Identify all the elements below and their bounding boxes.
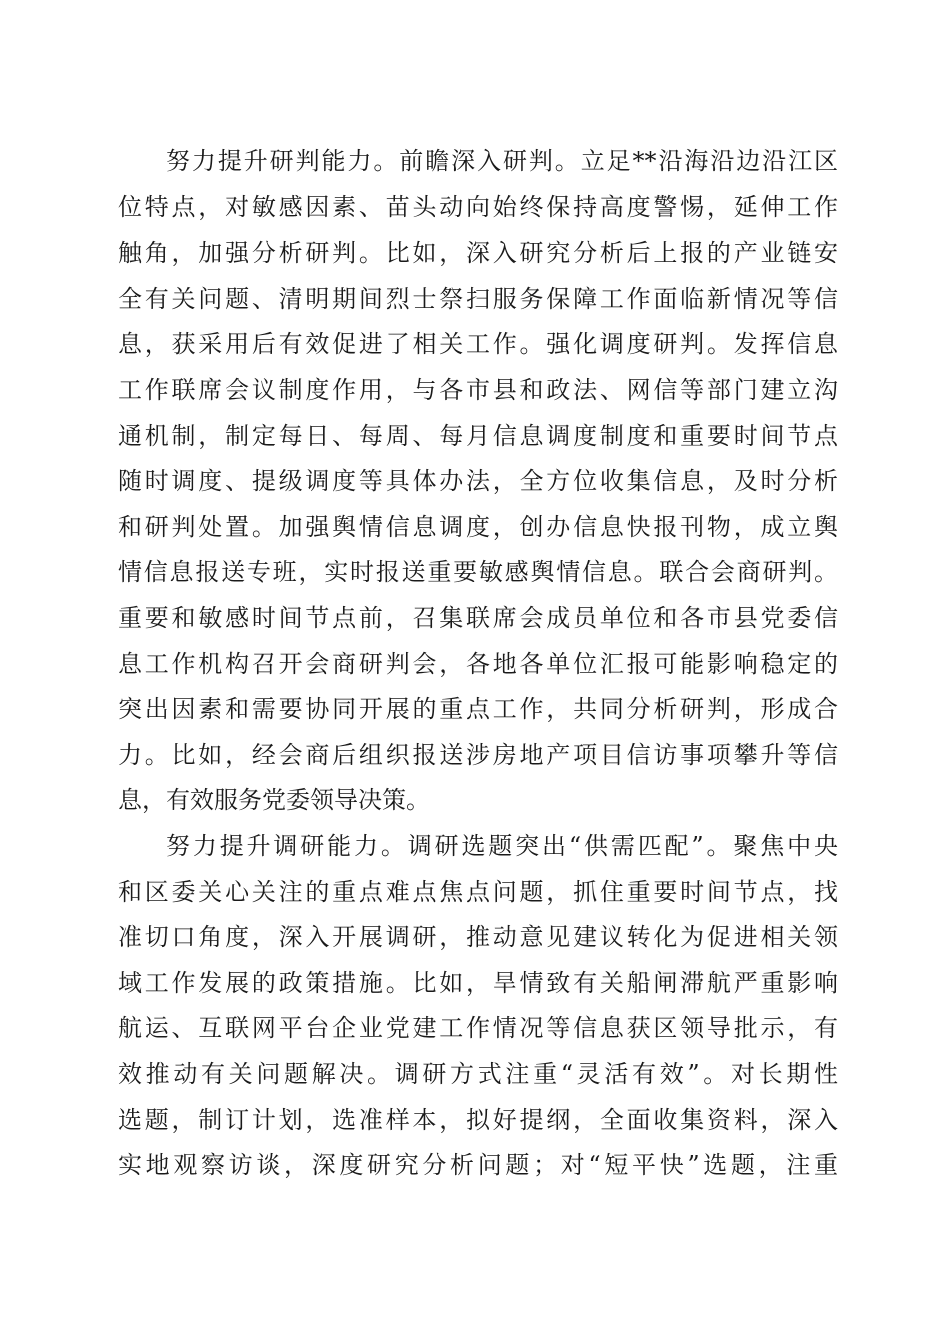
paragraph-1-line-10: 情信息报送专班，实时报送重要敏感舆情信息。联合会商研判。 [118,558,838,586]
paragraph-2-line-2: 和区委关心关注的重点难点焦点问题，抓住重要时间节点，找 [118,878,838,906]
paragraph-2-line-5: 航运、互联网平台企业党建工作情况等信息获区领导批示，有 [118,1014,838,1042]
paragraph-1-line-3: 触角，加强分析研判。比如，深入研究分析后上报的产业链安 [118,239,838,267]
paragraph-1-line-5: 息，获采用后有效促进了相关工作。强化调度研判。发挥信息 [118,330,838,358]
paragraph-1-line-4: 全有关问题、清明期间烈士祭扫服务保障工作面临新情况等信 [118,285,838,313]
paragraph-2-line-8: 实地观察访谈，深度研究分析问题；对“短平快”选题，注重 [118,1151,838,1179]
paragraph-1-line-14: 力。比如，经会商后组织报送涉房地产项目信访事项攀升等信 [118,741,838,769]
paragraph-2-line-7: 选题，制订计划，选准样本，拟好提纲，全面收集资料，深入 [118,1106,838,1134]
paragraph-1-line-11: 重要和敏感时间节点前，召集联席会成员单位和各市县党委信 [118,604,838,632]
paragraph-2-line-3: 准切口角度，深入开展调研，推动意见建议转化为促进相关领 [118,923,838,951]
paragraph-1-line-6: 工作联席会议制度作用，与各市县和政法、网信等部门建立沟 [118,376,838,404]
paragraph-1-line-1: 努力提升研判能力。前瞻深入研判。立足**沿海沿边沿江区 [166,147,838,175]
paragraph-1-line-15: 息，有效服务党委领导决策。 [118,786,430,814]
paragraph-2-line-4: 域工作发展的政策措施。比如，旱情致有关船闸滞航严重影响 [118,969,838,997]
paragraph-2-line-6: 效推动有关问题解决。调研方式注重“灵活有效”。对长期性 [118,1060,838,1088]
paragraph-1-line-8: 随时调度、提级调度等具体办法，全方位收集信息，及时分析 [118,467,838,495]
paragraph-2-line-1: 努力提升调研能力。调研选题突出“供需匹配”。聚焦中央 [166,832,838,860]
paragraph-1-line-9: 和研判处置。加强舆情信息调度，创办信息快报刊物，成立舆 [118,513,838,541]
paragraph-1-line-12: 息工作机构召开会商研判会，各地各单位汇报可能影响稳定的 [118,650,838,678]
paragraph-1-line-2: 位特点，对敏感因素、苗头动向始终保持高度警惕，延伸工作 [118,193,838,221]
paragraph-1-line-7: 通机制，制定每日、每周、每月信息调度制度和重要时间节点 [118,422,838,450]
paragraph-1-line-13: 突出因素和需要协同开展的重点工作，共同分析研判，形成合 [118,695,838,723]
